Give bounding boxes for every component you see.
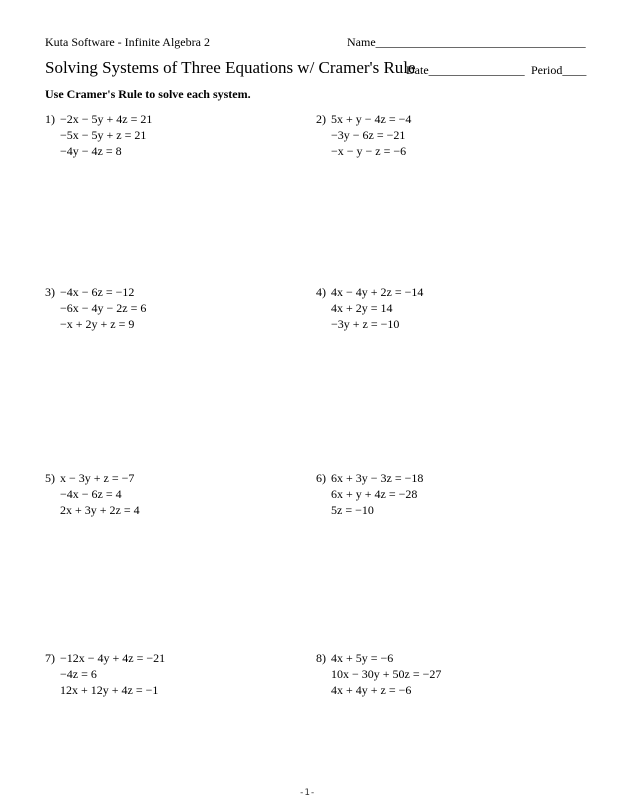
problem-number: 1) (45, 112, 55, 126)
equation: 5x + y − 4z = −4 (331, 112, 412, 126)
problem-number: 7) (45, 651, 55, 665)
equation: 4x + 5y = −6 (331, 651, 394, 665)
equation: −6x − 4y − 2z = 6 (60, 301, 147, 315)
equation: −x + 2y + z = 9 (60, 317, 135, 331)
equation: −5x − 5y + z = 21 (60, 128, 147, 142)
name-field[interactable]: Name___________________________________ (347, 35, 586, 49)
equation: −3y − 6z = −21 (331, 128, 406, 142)
equation: 6x + 3y − 3z = −18 (331, 471, 424, 485)
equation: 10x − 30y + 50z = −27 (331, 667, 442, 681)
problem-number: 8) (316, 651, 326, 665)
equation: 2x + 3y + 2z = 4 (60, 503, 140, 517)
equation: 4x + 4y + z = −6 (331, 683, 412, 697)
equation: −4z = 6 (60, 667, 97, 681)
problem-number: 2) (316, 112, 326, 126)
equation: 4x + 2y = 14 (331, 301, 393, 315)
equation: −3y + z = −10 (331, 317, 400, 331)
equation: 5z = −10 (331, 503, 374, 517)
equation: 4x − 4y + 2z = −14 (331, 285, 424, 299)
problem-number: 6) (316, 471, 326, 485)
problem-number: 5) (45, 471, 55, 485)
equation: −4x − 6z = 4 (60, 487, 122, 501)
equation: −4x − 6z = −12 (60, 285, 135, 299)
instructions: Use Cramer's Rule to solve each system. (45, 87, 251, 101)
equation: −12x − 4y + 4z = −21 (60, 651, 166, 665)
equation: 12x + 12y + 4z = −1 (60, 683, 159, 697)
publisher-label: Kuta Software - Infinite Algebra 2 (45, 35, 210, 49)
period-field[interactable]: Period____ (531, 63, 587, 77)
problem-number: 4) (316, 285, 326, 299)
worksheet-title: Solving Systems of Three Equations w/ Cramer's Rule (45, 58, 416, 77)
page-number: -1- (299, 788, 316, 798)
equation: 6x + y + 4z = −28 (331, 487, 418, 501)
equation: −4y − 4z = 8 (60, 144, 122, 158)
equation: −2x − 5y + 4z = 21 (60, 112, 153, 126)
equation: x − 3y + z = −7 (60, 471, 135, 485)
date-field[interactable]: Date________________ (406, 63, 525, 77)
equation: −x − y − z = −6 (331, 144, 407, 158)
problem-number: 3) (45, 285, 55, 299)
